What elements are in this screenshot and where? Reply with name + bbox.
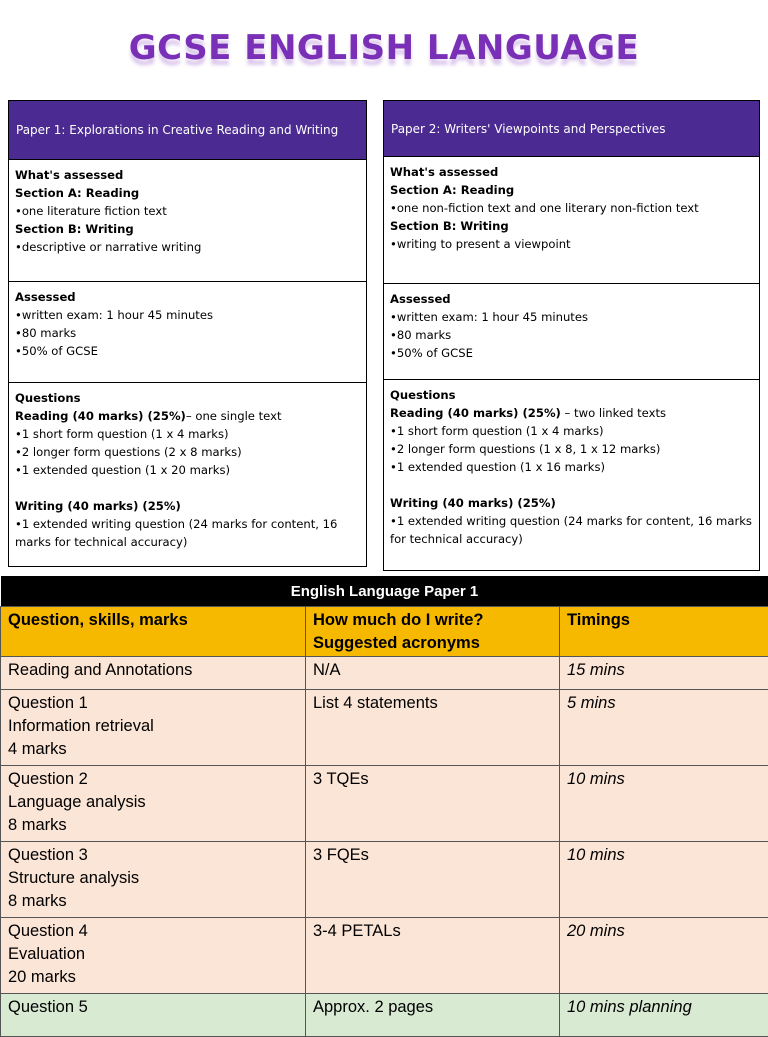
section-b-item: •descriptive or narrative writing (15, 238, 360, 256)
write-cell: Approx. 2 pages (306, 994, 560, 1037)
reading-item: •1 extended question (1 x 20 marks) (15, 461, 360, 479)
table-row (1, 657, 768, 690)
write-cell: 3 FQEs (306, 842, 560, 918)
table-banner: English Language Paper 1 (1, 576, 768, 607)
section-b-heading: Section B: Writing (390, 217, 753, 235)
question-line: Question 5 (8, 996, 298, 1019)
writing-label: Writing (40 marks) (25%) (390, 494, 753, 512)
question-cell (1, 918, 306, 994)
table-row (1, 842, 768, 918)
table-row (1, 690, 768, 766)
paper2-whats-assessed (384, 156, 759, 283)
reading-line (390, 404, 753, 422)
questions-heading: Questions (390, 386, 753, 404)
table-header-row (1, 607, 768, 657)
question-line: Question 4 (8, 920, 298, 943)
paper1-header: Paper 1: Explorations in Creative Reading and Writing (9, 101, 366, 159)
question-cell (1, 842, 306, 918)
reading-item: •2 longer form questions (1 x 8, 1 x 12 marks) (390, 440, 753, 458)
write-cell: 3 TQEs (306, 766, 560, 842)
paper2-box (383, 100, 760, 571)
reading-label: Reading (40 marks) (25%) (390, 406, 561, 420)
paper2-assessed (384, 283, 759, 379)
time-cell: 20 mins (560, 918, 768, 994)
question-line: Evaluation (8, 943, 298, 966)
paper1-whats-assessed (9, 159, 366, 281)
question-line: Question 1 (8, 692, 298, 715)
table-row (1, 766, 768, 842)
time-cell: 10 mins (560, 766, 768, 842)
col-header-write: How much do I write? Suggested acronyms (306, 607, 560, 657)
section-a-item: •one literature fiction text (15, 202, 360, 220)
assessed-item: •written exam: 1 hour 45 minutes (390, 308, 753, 326)
paper1-box (8, 100, 367, 567)
writing-label: Writing (40 marks) (25%) (15, 497, 360, 515)
question-line: 4 marks (8, 738, 298, 761)
question-cell (1, 657, 306, 690)
write-cell: List 4 statements (306, 690, 560, 766)
section-a-heading: Section A: Reading (390, 181, 753, 199)
question-line: 8 marks (8, 814, 298, 837)
section-a-heading: Section A: Reading (15, 184, 360, 202)
assessed-item: •80 marks (390, 326, 753, 344)
reading-note: – two linked texts (561, 406, 666, 420)
question-line: Structure analysis (8, 867, 298, 890)
question-line: Information retrieval (8, 715, 298, 738)
question-cell (1, 994, 306, 1037)
paper1-timings-table (0, 576, 768, 1037)
reading-label: Reading (40 marks) (25%) (15, 409, 186, 423)
page-title: GCSE ENGLISH LANGUAGE (0, 28, 768, 68)
time-cell: 5 mins (560, 690, 768, 766)
table-row (1, 918, 768, 994)
section-b-item: •writing to present a viewpoint (390, 235, 753, 253)
time-cell: 10 mins planning (560, 994, 768, 1037)
question-line: Reading and Annotations (8, 659, 298, 682)
write-cell: N/A (306, 657, 560, 690)
assessed-item: •50% of GCSE (390, 344, 753, 362)
table-row (1, 994, 768, 1037)
writing-item: •1 extended writing question (24 marks for content, 16 marks for technical accuracy) (15, 515, 360, 551)
question-line: Language analysis (8, 791, 298, 814)
reading-item: •1 short form question (1 x 4 marks) (15, 425, 360, 443)
assessed-heading: Assessed (15, 288, 360, 306)
whats-assessed-heading: What's assessed (15, 166, 360, 184)
writing-item: •1 extended writing question (24 marks for content, 16 marks for technical accuracy) (390, 512, 753, 548)
write-cell: 3-4 PETALs (306, 918, 560, 994)
question-cell (1, 690, 306, 766)
col-header-question: Question, skills, marks (1, 607, 306, 657)
paper1-assessed (9, 281, 366, 382)
question-line: 20 marks (8, 966, 298, 989)
assessed-item: •50% of GCSE (15, 342, 360, 360)
question-cell (1, 766, 306, 842)
whats-assessed-heading: What's assessed (390, 163, 753, 181)
paper2-header: Paper 2: Writers' Viewpoints and Perspectives (384, 101, 759, 156)
question-line: Question 2 (8, 768, 298, 791)
reading-note: – one single text (186, 409, 282, 423)
assessed-item: •written exam: 1 hour 45 minutes (15, 306, 360, 324)
assessed-heading: Assessed (390, 290, 753, 308)
reading-line (15, 407, 360, 425)
time-cell: 10 mins (560, 842, 768, 918)
reading-item: •1 extended question (1 x 16 marks) (390, 458, 753, 476)
assessed-item: •80 marks (15, 324, 360, 342)
question-line: Question 3 (8, 844, 298, 867)
section-b-heading: Section B: Writing (15, 220, 360, 238)
paper1-questions (9, 382, 366, 551)
time-cell: 15 mins (560, 657, 768, 690)
section-a-item: •one non-fiction text and one literary non-fiction text (390, 199, 753, 217)
reading-item: •1 short form question (1 x 4 marks) (390, 422, 753, 440)
paper2-questions (384, 379, 759, 548)
reading-item: •2 longer form questions (2 x 8 marks) (15, 443, 360, 461)
question-line: 8 marks (8, 890, 298, 913)
col-header-timings: Timings (560, 607, 768, 657)
questions-heading: Questions (15, 389, 360, 407)
